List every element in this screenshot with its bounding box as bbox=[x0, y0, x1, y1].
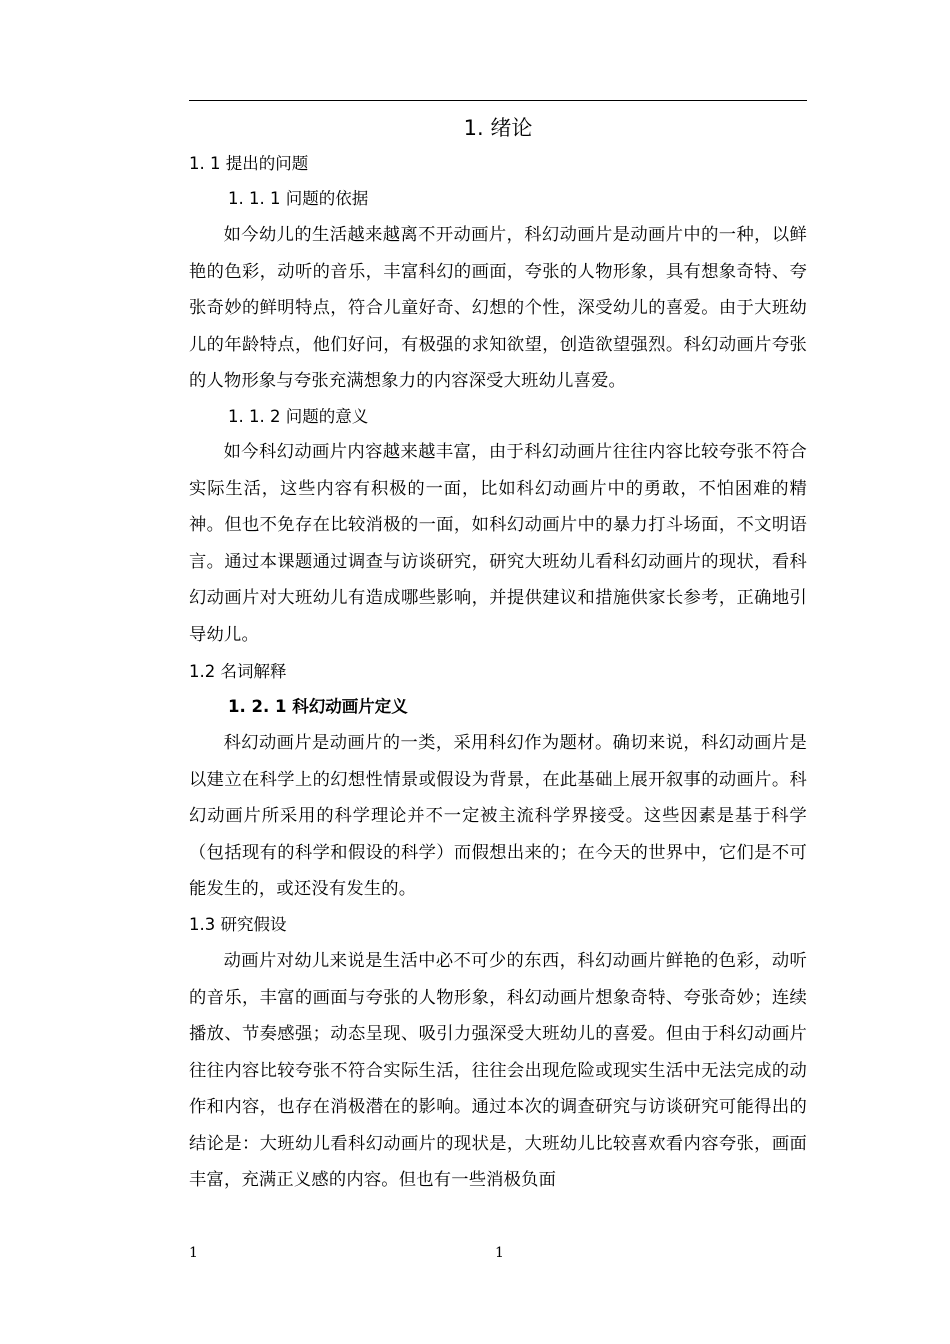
paragraph-hypothesis: 动画片对幼儿来说是生活中必不可少的东西，科幻动画片鲜艳的色彩，动听的音乐，丰富的画面与夸张的人物形象，科幻动画片想象奇特、夸张奇妙；连续播放、节奏感强；动态呈现、吸引力强深受大班幼儿的喜爱。但由于科幻动画片往往内容比较夸张不符合实际生活，往往会出现危险或现实生活中无法完成的动作和内容，也存在消极潜在的影响。通过本次的调查研究与访谈研究可能得出的结论是：大班幼儿看科幻动画片的现状是，大班幼儿比较喜欢看内容夸张，画面丰富，充满正义感的内容。但也有一些消极负面 bbox=[189, 951, 807, 1190]
section-heading-1-1: 1. 1 提出的问题 bbox=[189, 154, 309, 173]
header-rule bbox=[189, 100, 807, 101]
footer-page-number-center: 1 bbox=[495, 1245, 504, 1261]
paragraph-definition: 科幻动画片是动画片的一类，采用科幻作为题材。确切来说，科幻动画片是以建立在科学上的幻想性情景或假设为背景，在此基础上展开叙事的动画片。科幻动画片所采用的科学理论并不一定被主流科学界接受。这些因素是基于科学（包括现有的科学和假设的科学）而假想出来的；在今天的世界中，它们是不可能发生的，或还没有发生的。 bbox=[189, 733, 807, 899]
subsection-heading-1-1-1: 1. 1. 1 问题的依据 bbox=[228, 189, 369, 208]
paragraph-significance: 如今科幻动画片内容越来越丰富，由于科幻动画片往往内容比较夸张不符合实际生活，这些内容有积极的一面，比如科幻动画片中的勇敢，不怕困难的精神。但也不免存在比较消极的一面，如科幻动画片中的暴力打斗场面，不文明语言。通过本课题通过调查与访谈研究，研究大班幼儿看科幻动画片的现状，看科幻动画片对大班幼儿有造成哪些影响，并提供建议和措施供家长参考，正确地引导幼儿。 bbox=[189, 442, 807, 645]
chapter-title: 1. 绪论 bbox=[463, 116, 533, 140]
paragraph-basis: 如今幼儿的生活越来越离不开动画片，科幻动画片是动画片中的一种，以鲜艳的色彩，动听的音乐，丰富科幻的画面，夸张的人物形象，具有想象奇特、夸张奇妙的鲜明特点，符合儿童好奇、幻想的个性，深受幼儿的喜爱。由于大班幼儿的年龄特点，他们好问，有极强的求知欲望，创造欲望强烈。科幻动画片夸张的人物形象与夸张充满想象力的内容深受大班幼儿喜爱。 bbox=[189, 225, 807, 391]
subsection-heading-1-1-2: 1. 1. 2 问题的意义 bbox=[228, 407, 369, 426]
subsection-heading-1-2-1: 1. 2. 1 科幻动画片定义 bbox=[228, 697, 408, 716]
footer-page-number-left: 1 bbox=[189, 1245, 198, 1261]
section-heading-1-2: 1.2 名词解释 bbox=[189, 662, 287, 681]
section-heading-1-3: 1.3 研究假设 bbox=[189, 915, 287, 934]
